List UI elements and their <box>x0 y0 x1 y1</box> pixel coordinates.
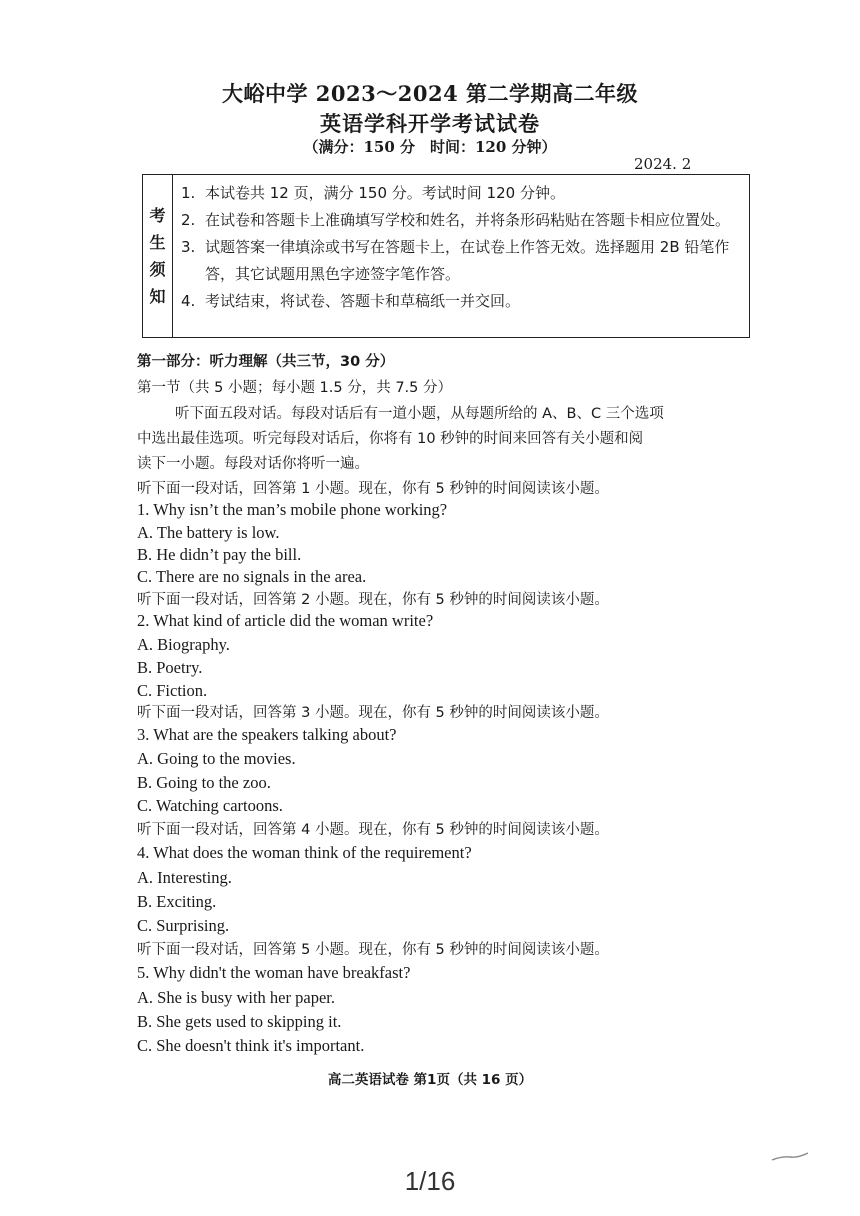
notice-item <box>181 180 743 207</box>
pen-mark <box>770 1150 810 1164</box>
exam-score-time: （满分：150 分 时间：120 分钟） <box>303 138 557 156</box>
answer-option: A. Biography. <box>137 635 230 654</box>
answer-option: A. She is busy with her paper. <box>137 988 335 1007</box>
answer-option: C. Watching cartoons. <box>137 796 283 815</box>
question-prompt: 听下面一段对话，回答第 3 小题。现在，你有 5 秒钟的时间阅读该小题。 <box>137 705 609 721</box>
notice-label-char: 知 <box>149 287 166 306</box>
instruction-line: 中选出最佳选项。听完每段对话后，你将有 10 秒钟的时间来回答有关小题和阅 <box>137 431 644 447</box>
exam-date: 2024. 2 <box>634 155 692 173</box>
answer-option: C. Fiction. <box>137 681 208 700</box>
notice-item <box>181 288 743 315</box>
notice-label-char: 生 <box>149 233 166 252</box>
question-prompt: 听下面一段对话，回答第 2 小题。现在，你有 5 秒钟的时间阅读该小题。 <box>137 592 609 608</box>
notice-label-char: 须 <box>149 260 166 279</box>
question-prompt: 听下面一段对话，回答第 4 小题。现在，你有 5 秒钟的时间阅读该小题。 <box>137 822 609 838</box>
section-heading: 第一节（共 5 小题；每小题 1.5 分，共 7.5 分） <box>137 380 452 396</box>
instruction-line: 读下一小题。每段对话你将听一遍。 <box>137 456 369 472</box>
notice-items <box>181 180 743 315</box>
notice-label-char: 考 <box>149 206 166 225</box>
answer-option: A. Going to the movies. <box>137 749 296 768</box>
page-footer: 高二英语试卷 第1页（共 16 页） <box>327 1072 533 1088</box>
notice-item-text: 考试结束，将试卷、答题卡和草稿纸一并交回。 <box>205 292 521 310</box>
answer-option: B. Exciting. <box>137 892 217 911</box>
notice-item-number: 3. <box>181 238 196 256</box>
answer-option: B. He didn’t pay the bill. <box>137 545 302 564</box>
question-text: 4. What does the woman think of the requirement? <box>137 843 472 862</box>
answer-option: B. Going to the zoo. <box>137 773 271 792</box>
question-text: 2. What kind of article did the woman write? <box>137 611 434 630</box>
notice-item-number: 1. <box>181 184 196 202</box>
notice-item-text: 在试卷和答题卡上准确填写学校和姓名，并将条形码粘贴在答题卡相应位置处。 <box>205 211 731 229</box>
exam-title: 大峪中学 2023～2024 第二学期高二年级 <box>221 81 638 106</box>
question-text: 3. What are the speakers talking about? <box>137 725 397 744</box>
notice-label <box>143 175 173 337</box>
question-text: 1. Why isn’t the man’s mobile phone working? <box>137 500 448 519</box>
answer-option: A. Interesting. <box>137 868 232 887</box>
question-text: 5. Why didn't the woman have breakfast? <box>137 963 411 982</box>
question-prompt: 听下面一段对话，回答第 5 小题。现在，你有 5 秒钟的时间阅读该小题。 <box>137 942 609 958</box>
notice-item-text: 试题答案一律填涂或书写在答题卡上，在试卷上作答无效。选择题用 2B 铅笔作答，其它试题用黑色字迹签字笔作答。 <box>205 238 730 283</box>
exam-subject-title: 英语学科开学考试试卷 <box>320 111 540 136</box>
instruction-line: 听下面五段对话。每段对话后有一道小题，从每题所给的 A、B、C 三个选项 <box>175 406 664 422</box>
notice-item <box>181 234 743 288</box>
answer-option: C. She doesn't think it's important. <box>137 1036 365 1055</box>
answer-option: B. Poetry. <box>137 658 203 677</box>
candidate-notice-box <box>142 174 750 338</box>
notice-item <box>181 207 743 234</box>
answer-option: C. There are no signals in the area. <box>137 567 367 586</box>
answer-option: C. Surprising. <box>137 916 230 935</box>
part-heading: 第一部分：听力理解（共三节，30 分） <box>137 354 395 370</box>
page-indicator: 1/16 <box>404 1166 456 1196</box>
answer-option: A. The battery is low. <box>137 523 280 542</box>
question-prompt: 听下面一段对话，回答第 1 小题。现在，你有 5 秒钟的时间阅读该小题。 <box>137 481 609 497</box>
notice-item-text: 本试卷共 12 页，满分 150 分。考试时间 120 分钟。 <box>205 184 565 202</box>
answer-option: B. She gets used to skipping it. <box>137 1012 342 1031</box>
notice-item-number: 4. <box>181 292 196 310</box>
notice-item-number: 2. <box>181 211 196 229</box>
